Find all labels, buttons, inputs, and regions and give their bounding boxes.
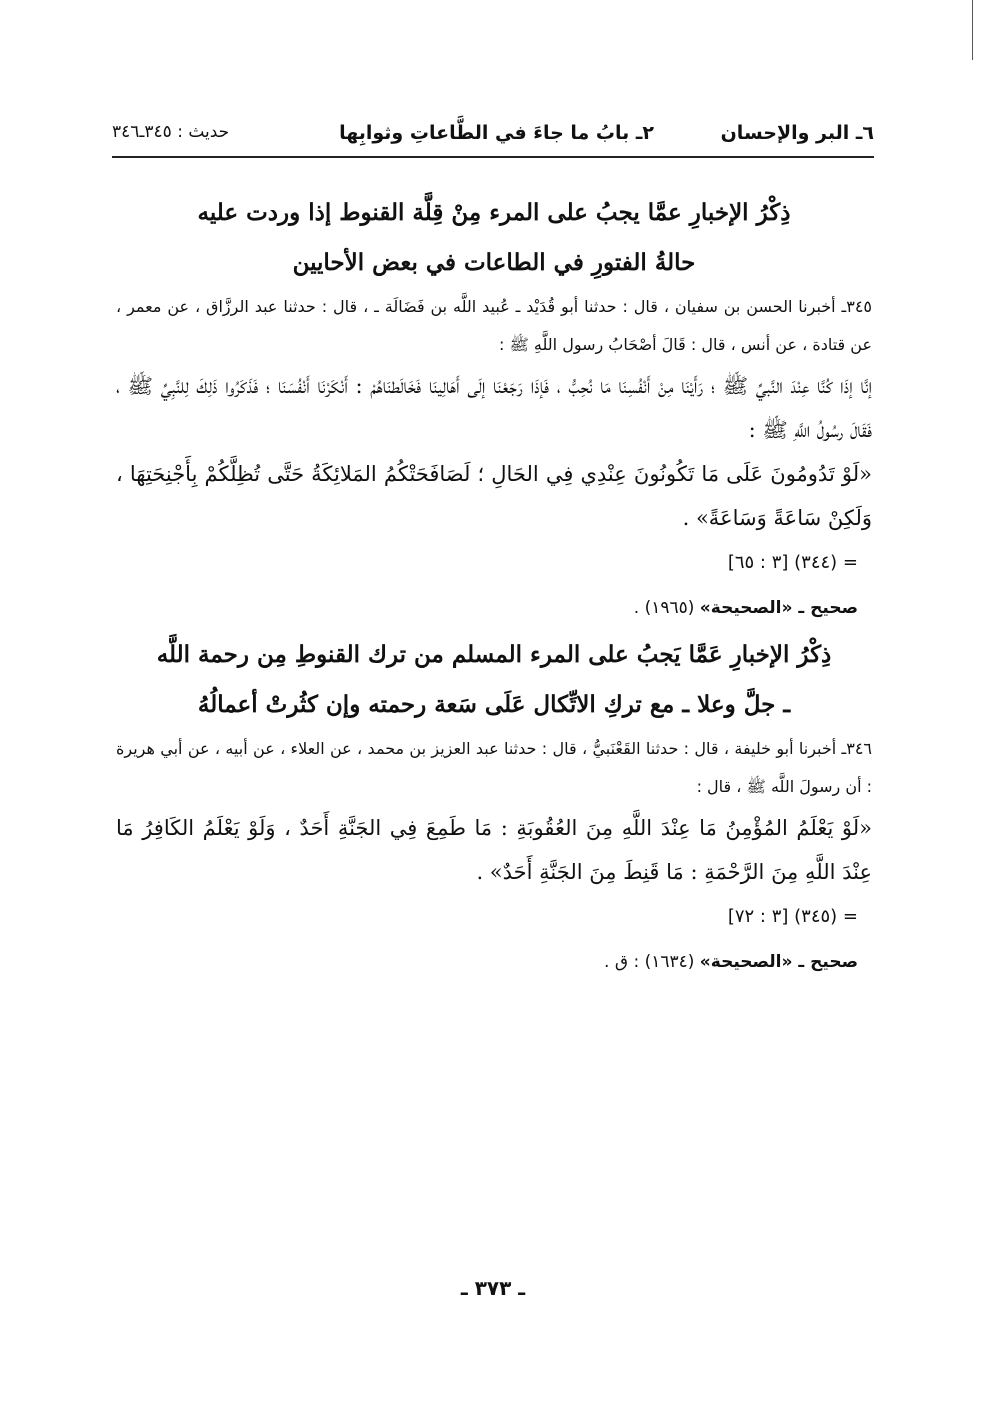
hadith-text: إنَّا إذَا كُنَّا عِنْدَ النَّبيِّ ﷺ ؛ رَأَيْنَا مِنْ أَنْفُسِنَا مَا نُحِبُّ ، فَإذَا رَجَعْنَا إلَى أَهَالِينَا فَخَالَطنَاهُمْ : أَنْكَرْنَا أَنْفُسَنَا ؛ فَذَكَرُوا ذَلِكَ لِلنَّبِيِّ ﷺ ، فَقَالَ رسُولُ اللَّهِ ﷺ : bbox=[116, 374, 872, 442]
hadith-grade bbox=[116, 586, 858, 630]
hadith-isnad: ٣٤٦ـ أخبرنا أبو خليفة ، قال : حدثنا القَعْنَبيُّ ، قال : حدثنا عبد العزيز بن محمد ، عن العلاء ، عن أبيه ، عن أبي هريرة : أن رسولَ اللَّه ﷺ ، قال : bbox=[116, 739, 872, 796]
header-divider bbox=[112, 156, 874, 158]
header-book-title: ٦ـ البر والإحسان bbox=[720, 122, 874, 144]
hadith-reference bbox=[116, 540, 858, 586]
grade-number: (١٦٣٤) : ق . bbox=[604, 952, 695, 972]
page-number: ـ ٣٧٣ ـ bbox=[460, 1276, 526, 1300]
header-hadith-range: حديث : ٣٤٥ـ٣٤٦ bbox=[112, 122, 230, 142]
grade-number: (١٩٦٥) . bbox=[633, 598, 695, 618]
running-header bbox=[112, 118, 874, 152]
section-345 bbox=[116, 188, 872, 630]
grade-label: صحيح ـ «الصحيحة» bbox=[699, 598, 858, 618]
hadith-text: «لَوْ يَعْلَمُ المُؤْمِنُ مَا عِنْدَ اللَّهِ مِنَ العُقُوبَةِ : مَا طَمِعَ فِي الجَنَّةِ أَحَدٌ ، وَلَوْ يَعْلَمُ الكَافِرُ مَا عِنْدَ اللَّهِ مِنَ الرَّحْمَةِ : مَا قَنِطَ مِنَ الجَنَّةِ أَحَدٌ» . bbox=[116, 816, 872, 884]
scan-edge-line bbox=[972, 0, 973, 60]
reference-text: = (٣٤٤) [٣ : ٦٥] bbox=[727, 552, 858, 573]
section-346 bbox=[116, 630, 872, 984]
hadith-reference bbox=[116, 894, 858, 940]
hadith-isnad: ٣٤٥ـ أخبرنا الحسن بن سفيان ، قال : حدثنا أبو قُدَيْد ـ عُبيد اللَّه بن فَضَالَة ـ ، قال : حدثنا عبد الرزَّاق ، عن معمر ، عن قتادة ، عن أنس ، قال : قَالَ أصْحَابُ رسول اللَّهِ ﷺ : bbox=[116, 297, 872, 354]
header-chapter-title: ٢ـ بابُ ما جاءَ في الطَّاعاتِ وثوابِها bbox=[339, 122, 654, 144]
hadith-grade bbox=[116, 940, 858, 984]
section-heading-line-1: ذِكْرُ الإخبارِ عمَّا يجبُ على المرء مِنْ قِلَّة القنوط إذا وردت عليه bbox=[197, 199, 791, 226]
page-body bbox=[116, 188, 872, 1248]
grade-label: صحيح ـ «الصحيحة» bbox=[699, 952, 858, 972]
hadith-prophet-saying: «لَوْ تَدُومُونَ عَلَى مَا تَكُونُونَ عِنْدِي فِي الحَالِ ؛ لَصَافَحَتْكُمُ المَلائِكَةُ حَتَّى تُظِلَّكُمْ بِأَجْنِحَتِهَا ، وَلَكِنْ سَاعَةً وَسَاعَةً» . bbox=[116, 462, 872, 530]
section-heading-line-2: حالةُ الفتورِ في الطاعات في بعض الأحايين bbox=[292, 249, 696, 276]
section-heading-line-2: ـ جلَّ وعلا ـ مع تركِ الاتِّكال عَلَى سَعة رحمته وإن كثُرتْ أعمالُهُ bbox=[197, 691, 791, 718]
reference-text: = (٣٤٥) [٣ : ٧٢] bbox=[727, 906, 858, 927]
section-heading-line-1: ذِكْرُ الإخبارِ عَمَّا يَجبُ على المرء المسلم من ترك القنوطِ مِن رحمة اللَّه bbox=[156, 641, 832, 668]
